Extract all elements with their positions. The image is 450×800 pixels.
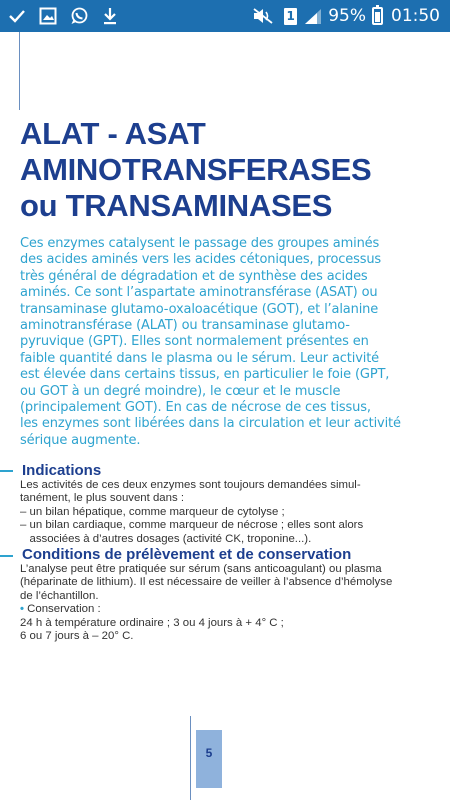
section-marker xyxy=(0,470,13,472)
battery-percent: 95% xyxy=(328,6,366,26)
indications-line: associées à d’autres dosages (activité CK, troponine...). xyxy=(20,532,312,545)
battery-icon xyxy=(372,7,383,25)
download-icon xyxy=(101,7,119,25)
intro-line: pyruvique (GPT). Elles sont normalement présentes en xyxy=(20,334,369,350)
intro-line: des acides aminés vers les acides cétoniques, processus xyxy=(20,252,382,268)
whatsapp-icon xyxy=(70,7,88,25)
notification-icons xyxy=(8,0,132,32)
indications-line: Les activités de ces deux enzymes sont toujours demandées simul- xyxy=(20,479,361,491)
system-icons xyxy=(252,0,440,32)
conditions-line: (héparinate de lithium). Il est nécessaire de veiller à l’absence d’hémolyse xyxy=(20,576,393,589)
clock-time: 01:50 xyxy=(391,6,440,26)
intro-line: faible quantité dans le plasma ou le sérum. Leur activité xyxy=(20,350,380,366)
conditions-line: de l’échantillon. xyxy=(20,589,99,602)
section-marker xyxy=(0,555,13,557)
page-margin-line xyxy=(190,716,191,800)
intro-line: très général de dégradation et de synthèse des acides xyxy=(20,268,368,284)
intro-line: ou GOT à un degré moindre), le cœur et le muscle xyxy=(20,383,341,399)
indications-line: – un bilan cardiaque, comme marqueur de nécrose ; elles sont alors xyxy=(20,519,364,532)
conservation-item xyxy=(20,603,410,616)
page-number: 5 xyxy=(205,746,213,760)
title-line: ALAT - ASAT xyxy=(20,116,206,151)
intro-line: les enzymes sont libérées dans la circulation et leur activité xyxy=(20,416,401,432)
intro-line: aminés. Ce sont l’aspartate aminotransférase (ASAT) ou xyxy=(20,285,378,301)
signal-icon xyxy=(304,8,322,25)
indications-heading: Indications xyxy=(22,462,102,479)
conservation-line: 24 h à température ordinaire ; 3 ou 4 jours à + 4° C ; xyxy=(20,616,284,629)
title-line: AMINOTRANSFERASES xyxy=(20,152,372,187)
intro-paragraph xyxy=(20,236,444,449)
indications-body xyxy=(20,479,410,546)
sim-1-badge: 1 xyxy=(284,8,297,25)
status-bar xyxy=(0,0,450,32)
conditions-heading: Conditions de prélèvement et de conservation xyxy=(22,546,352,563)
indications-line: tanément, le plus souvent dans : xyxy=(20,492,185,505)
intro-line: Ces enzymes catalysent le passage des groupes aminés xyxy=(20,236,380,251)
image-icon xyxy=(39,7,57,25)
intro-line: (principalement GOT). En cas de nécrose de ces tissus, xyxy=(20,400,371,416)
bullet-icon: • xyxy=(20,603,24,616)
check-icon xyxy=(8,7,26,25)
conditions-body xyxy=(20,563,410,643)
title-line: ou TRANSAMINASES xyxy=(20,188,333,223)
page-number-tab xyxy=(196,730,222,788)
conservation-label: Conservation : xyxy=(24,603,101,616)
page-title xyxy=(20,116,440,224)
intro-line: sérique augmente. xyxy=(20,432,141,448)
page-margin-line xyxy=(19,32,20,110)
intro-line: est élevée dans certains tissus, en particulier le foie (GPT, xyxy=(20,367,390,383)
mute-icon xyxy=(252,7,274,25)
intro-line: transaminase glutamo-oxaloacétique (GOT), et l’alanine xyxy=(20,301,379,317)
indications-line: – un bilan hépatique, comme marqueur de cytolyse ; xyxy=(20,505,285,518)
conservation-line: 6 ou 7 jours à – 20° C. xyxy=(20,630,134,643)
conditions-line: L’analyse peut être pratiquée sur sérum (sans anticoagulant) ou plasma xyxy=(20,563,382,575)
intro-line: aminotransférase (ALAT) ou transaminase glutamo- xyxy=(20,318,350,334)
